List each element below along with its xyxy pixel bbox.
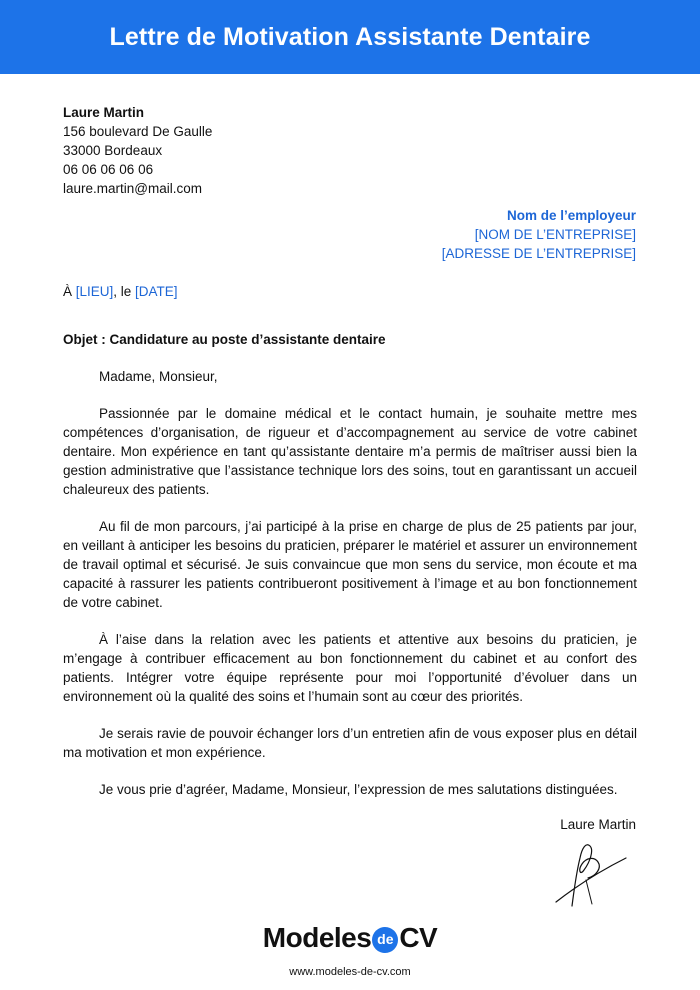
date-connector: , le [113,284,136,299]
place-date-line [63,282,178,301]
logo-part-de: de [372,927,398,953]
employer-title: Nom de l’employeur [506,208,636,223]
handwritten-signature-icon [550,836,630,908]
employer-company: [NOM DE L’ENTREPRISE] [474,227,636,242]
logo-part-modeles: Modeles [262,922,372,953]
page-title: Lettre de Motivation Assistante Dentaire [109,22,591,51]
letter-paragraph: Passionnée par le domaine médical et le contact humain, je souhaite mettre mes compétences d’organisation, de rigueur et d’accompagnement au service de votre cabinet dentaire. Mon expérience en tant qu’assistante dentaire m’a permis de maîtriser aussi bien la gestion administrative que l’assistance technique lors des soins, tout en garantissant un accueil chaleureux des patients. [63,406,637,497]
letter-paragraph: Au fil de mon parcours, j’ai participé à la prise en charge de plus de 25 patients par jour, en veillant à anticiper les besoins du praticien, préparer le matériel et assurer un environnement de travail optimal et sécurisé. Je suis convaincue que mon sens du service, mon écoute et ma capacité à rassurer les patients contribueront positivement à l’image et au bon fonctionnement de votre cabinet. [63,519,637,610]
letter-paragraph: Je serais ravie de pouvoir échanger lors d’un entretien afin de vous exposer plus en détail ma motivation et mon expérience. [63,726,637,760]
sender-name: Laure Martin [63,105,145,120]
letter-paragraph: À l’aise dans la relation avec les patients et attentive aux besoins du praticien, je m’engage à contribuer efficacement au bon fonctionnement du cabinet et au confort des patients. Intégrer votre équipe représente pour moi l’opportunité d’évoluer dans un environnement où la qualité des soins et l’humain sont au cœur des priorités. [63,632,637,704]
letter-subject: Objet : Candidature au poste d’assistante dentaire [63,332,386,347]
letter-greeting: Madame, Monsieur, [99,369,218,384]
letter-body [63,367,637,817]
letter-closing: Je vous prie d’agréer, Madame, Monsieur, l’expression de mes salutations distinguées. [99,782,618,797]
place-placeholder: [LIEU] [75,284,114,299]
header-banner [0,0,700,74]
signer-name: Laure Martin [560,817,636,832]
sender-block [63,103,212,198]
sender-city: 33000 Bordeaux [63,143,163,158]
sender-phone: 06 06 06 06 06 [63,162,154,177]
sender-street: 156 boulevard De Gaulle [63,124,213,139]
sender-email: laure.martin@mail.com [63,181,202,196]
place-prefix: À [63,284,76,299]
date-placeholder: [DATE] [135,284,178,299]
footer-logo [0,922,700,954]
logo-part-cv: CV [399,922,438,953]
employer-address: [ADRESSE DE L’ENTREPRISE] [441,246,636,261]
employer-block [442,206,636,263]
footer-website: www.modeles-de-cv.com [289,966,411,978]
